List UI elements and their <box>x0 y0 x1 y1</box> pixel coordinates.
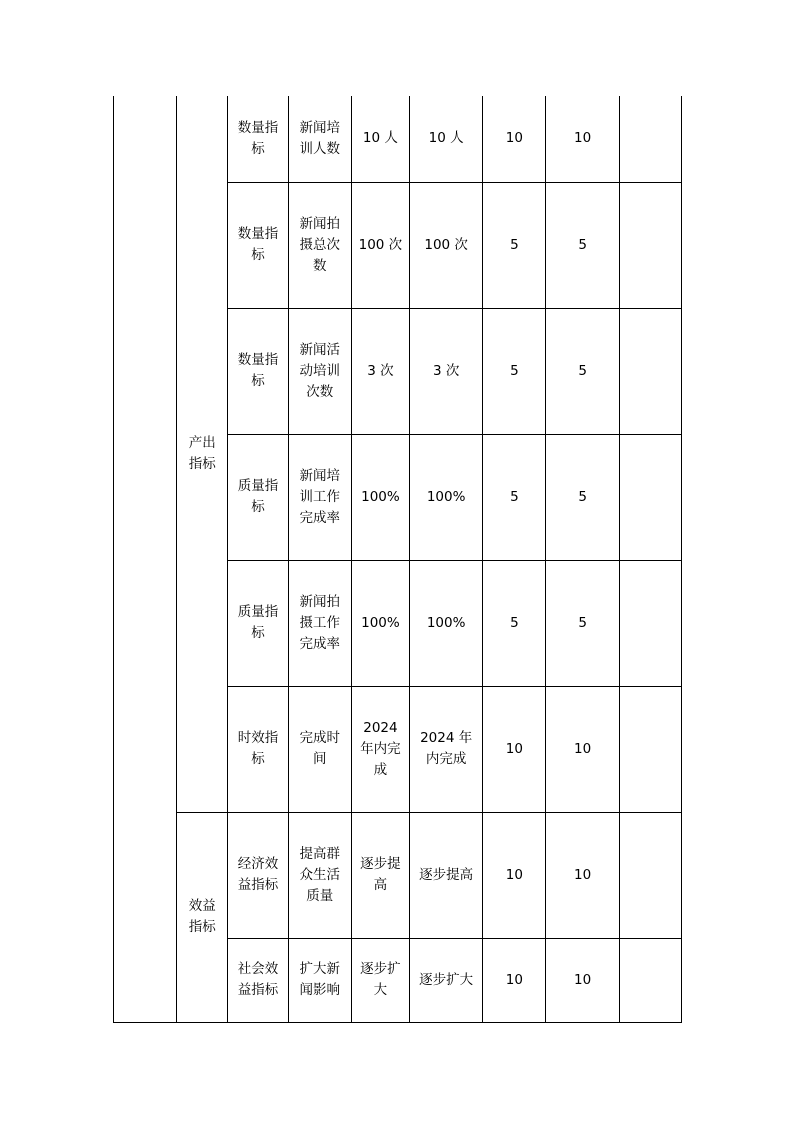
target-value-cell: 2024 年内完 成 <box>351 686 409 812</box>
weight-cell: 10 <box>483 96 546 182</box>
weight-cell: 10 <box>483 686 546 812</box>
note-cell <box>619 182 681 308</box>
target-value-cell: 逐步扩 大 <box>351 938 409 1022</box>
note-cell <box>619 560 681 686</box>
actual-value-cell: 10 人 <box>410 96 483 182</box>
second-level-indicator-cell: 数量指 标 <box>228 308 288 434</box>
third-level-indicator-cell: 新闻培 训工作 完成率 <box>288 434 351 560</box>
third-level-indicator-cell: 提高群 众生活 质量 <box>288 812 351 938</box>
actual-value-cell: 100 次 <box>410 182 483 308</box>
target-value-cell: 100% <box>351 434 409 560</box>
actual-value-cell: 100% <box>410 434 483 560</box>
actual-value-cell: 3 次 <box>410 308 483 434</box>
score-cell: 5 <box>546 434 619 560</box>
third-level-indicator-cell: 新闻拍 摄工作 完成率 <box>288 560 351 686</box>
table-row <box>114 96 682 182</box>
performance-indicator-table <box>113 96 682 1023</box>
third-level-indicator-cell: 完成时 间 <box>288 686 351 812</box>
score-cell: 5 <box>546 560 619 686</box>
target-value-cell: 逐步提 高 <box>351 812 409 938</box>
group-label: 产出 指标 <box>188 434 216 472</box>
target-value-cell: 100 次 <box>351 182 409 308</box>
third-level-indicator-cell: 新闻培 训人数 <box>288 96 351 182</box>
actual-value-cell: 逐步提高 <box>410 812 483 938</box>
third-level-indicator-cell: 新闻拍 摄总次 数 <box>288 182 351 308</box>
note-cell <box>619 96 681 182</box>
score-cell: 10 <box>546 938 619 1022</box>
first-level-indicator-cell <box>177 96 228 812</box>
score-cell: 10 <box>546 96 619 182</box>
weight-cell: 5 <box>483 308 546 434</box>
second-level-indicator-cell: 时效指 标 <box>228 686 288 812</box>
second-level-indicator-cell: 社会效 益指标 <box>228 938 288 1022</box>
weight-cell: 5 <box>483 434 546 560</box>
table-row <box>114 812 682 938</box>
weight-cell: 5 <box>483 182 546 308</box>
note-cell <box>619 686 681 812</box>
note-cell <box>619 308 681 434</box>
first-level-blank-cell <box>114 96 177 1022</box>
second-level-indicator-cell: 质量指 标 <box>228 560 288 686</box>
weight-cell: 10 <box>483 812 546 938</box>
target-value-cell: 3 次 <box>351 308 409 434</box>
note-cell <box>619 812 681 938</box>
actual-value-cell: 2024 年 内完成 <box>410 686 483 812</box>
second-level-indicator-cell: 数量指 标 <box>228 182 288 308</box>
score-cell: 10 <box>546 686 619 812</box>
score-cell: 10 <box>546 812 619 938</box>
second-level-indicator-cell: 经济效 益指标 <box>228 812 288 938</box>
actual-value-cell: 逐步扩大 <box>410 938 483 1022</box>
weight-cell: 5 <box>483 560 546 686</box>
actual-value-cell: 100% <box>410 560 483 686</box>
score-cell: 5 <box>546 182 619 308</box>
first-level-indicator-cell <box>177 812 228 1022</box>
score-cell: 5 <box>546 308 619 434</box>
note-cell <box>619 434 681 560</box>
third-level-indicator-cell: 扩大新 闻影响 <box>288 938 351 1022</box>
second-level-indicator-cell: 数量指 标 <box>228 96 288 182</box>
group-label: 效益 指标 <box>188 898 216 935</box>
third-level-indicator-cell: 新闻活 动培训 次数 <box>288 308 351 434</box>
target-value-cell: 10 人 <box>351 96 409 182</box>
target-value-cell: 100% <box>351 560 409 686</box>
note-cell <box>619 938 681 1022</box>
weight-cell: 10 <box>483 938 546 1022</box>
second-level-indicator-cell: 质量指 标 <box>228 434 288 560</box>
